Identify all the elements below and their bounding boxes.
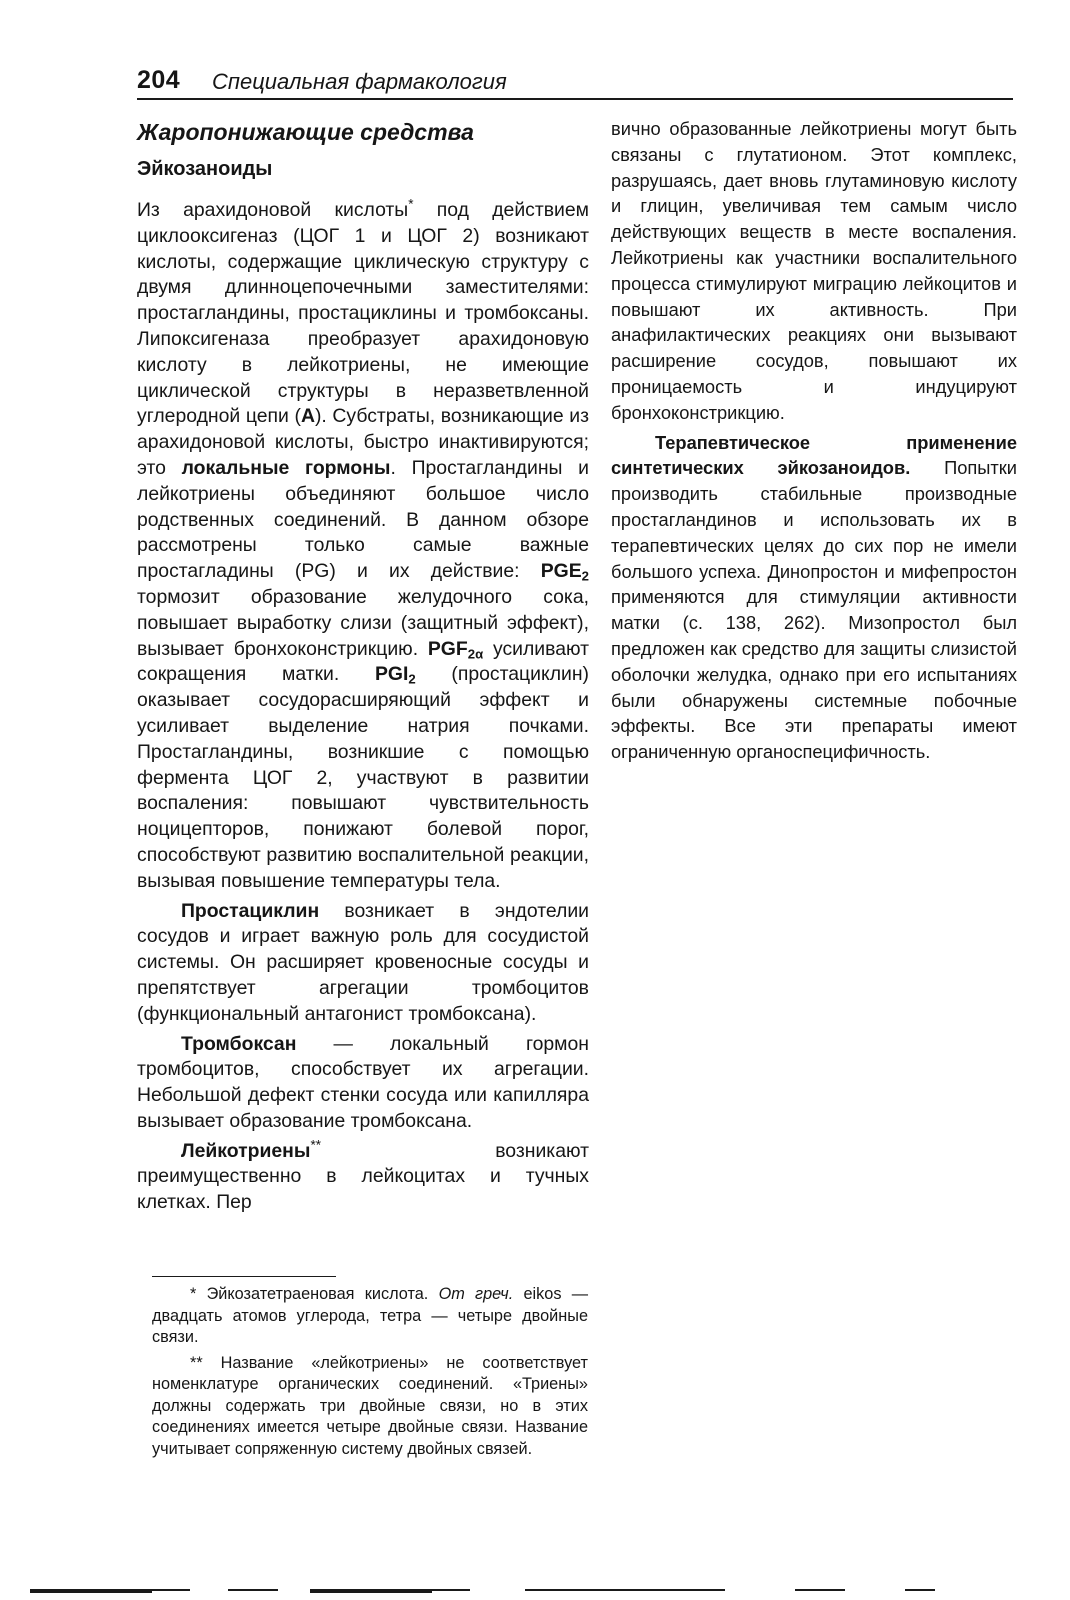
text-run: под действием циклооксигеназ (ЦОГ 1 и ЦОГ 2) возникают кислоты, содержащие циклическую структуру с двумя длинноцепочечными заместителями: простагландины, простациклины и тромбоксаны. Липоксигеназа преобразует арахидоновую кислоту в лейкотриены, не имеющие циклической структуры в неразветвленной углеродной цепи ( bbox=[137, 199, 589, 428]
formula-pge2: $PGE_2$ bbox=[540, 560, 589, 584]
text-run: (простациклин) оказывает сосудорасширяющий эффект и усиливает выделение натрия почками. Простагландины, возникшие с помощью фермента ЦОГ 2, участвуют в развитии воспаления: повышают чувствительность ноцицепторов, понижают болевой порог, способствуют развитию воспалительной реакции, вызывая повышение температуры тела. bbox=[137, 663, 590, 892]
left-column bbox=[137, 116, 589, 1216]
page-number: 204 bbox=[137, 66, 181, 94]
bold-term: Тромбоксан bbox=[181, 1032, 297, 1055]
scan-edge-mark bbox=[432, 1589, 470, 1591]
text-run: возникает в эндотелии сосудов и играет важную роль для сосудистой системы. Он расширяет кровеносные сосуды и препятствует агрегации тромбоцитов (функциональный антагонист тромбоксана). bbox=[137, 899, 589, 1025]
footnote-ref: ** bbox=[310, 1137, 322, 1153]
text-run: — локальный гормон тромбоцитов, способствует их агрегации. Небольшой дефект стенки сосуда или капилляра вызывает образование тромбоксана. bbox=[137, 1032, 589, 1132]
paragraph-thromboxane bbox=[137, 1032, 589, 1135]
bold-term: Простациклин bbox=[181, 899, 320, 922]
subsection-title: Эйкозаноиды bbox=[137, 158, 273, 180]
paragraph-leukotrienes-continued: вично образованные лейкотриены могут быть связаны с глутатионом. Этот комплекс, разрушаясь, дает вновь глутаминовую кислоту и глицин, увеличивая тем самым число действующих веществ в месте воспаления. Лейкотриены как участники воспалительного процесса стимулируют миграцию лейкоцитов и повышают их активность. При анафилактических реакциях они вызывают расширение сосудов, повышают их проницаемость и индуцируют бронхоконстрикцию. bbox=[611, 118, 1017, 423]
running-head: Специальная фармакология bbox=[212, 69, 507, 94]
figure-ref: A bbox=[300, 405, 315, 428]
footnotes bbox=[152, 1284, 588, 1460]
text-run: Из арахидоновой кислоты bbox=[137, 199, 409, 221]
text-run: . Простагландины и лейкотриены объединяют большое число родственных соединений. В данном обзоре рассмотрены только самые важные простагладины (PG) и их действие: bbox=[137, 456, 589, 583]
text-run: усиливают сокращения матки. bbox=[137, 637, 589, 686]
text-run: тормозит образование желудочного сока, повышает выработку слизи (защитный эффект), вызывает бронхоконстрикцию. bbox=[137, 585, 589, 660]
bold-term: Лейкотриены bbox=[181, 1139, 311, 1162]
text-run: Попытки производить стабильные производные простагландинов и использовать их в терапевтических целях до сих пор не имели большого успеха. Динопростон и мифепростон применяются для стимуляции активности матки (с. 138, 262). Мизопростол был предложен как средство для защиты слизистой оболочки желудка, однако при его испытаниях были обнаружены системные побочные эффекты. Все эти препараты имеют ограниченную органоспецифичность. bbox=[611, 457, 1017, 763]
paragraph-prostacyclin bbox=[137, 899, 589, 1028]
scan-edge-mark bbox=[310, 1589, 432, 1593]
text-run: ). Субстраты, возникающие из арахидоновой кислоты, быстро инактивируются; это bbox=[137, 405, 589, 479]
scan-edge-mark bbox=[30, 1589, 152, 1593]
scan-edge-mark bbox=[228, 1589, 278, 1591]
page-header bbox=[137, 64, 1013, 100]
bold-term: локальные гормоны bbox=[181, 456, 391, 479]
scan-edge-mark bbox=[152, 1589, 190, 1591]
scan-edge-mark bbox=[905, 1589, 935, 1591]
footnote-ref: * bbox=[408, 196, 414, 212]
formula-pgf2a: $PGF_{2\alpha}$ bbox=[427, 637, 484, 661]
scan-edge-mark bbox=[525, 1589, 725, 1591]
paragraph-leukotrienes bbox=[137, 1139, 589, 1216]
paragraph-eicosanoids-intro bbox=[137, 198, 589, 895]
footnote-1: * Эйкозатетраеновая кислота. От греч. eikos — двадцать атомов углерода, тетра — четыре двойные связи. bbox=[152, 1285, 588, 1346]
bold-term: Терапевтическое применение синтетических эйкозаноидов. bbox=[611, 431, 1017, 479]
formula-pgi2: $PGI_2$ bbox=[374, 663, 416, 687]
scan-edge-mark bbox=[795, 1589, 845, 1591]
footnote-2: ** Название «лейкотриены» не соответствует номенклатуре органических соединений. «Триены» должны содержать три двойные связи, но в этих соединениях имеется четыре двойные связи. Название учитывает сопряженную систему двойных связей. bbox=[152, 1353, 588, 1458]
footnote-divider bbox=[152, 1276, 336, 1277]
text-run: возникают преимущественно в лейкоцитах и тучных клетках. Пер bbox=[137, 1139, 589, 1214]
section-title: Жаропонижающие средства bbox=[137, 119, 474, 145]
right-column bbox=[611, 116, 1017, 765]
paragraph-therapeutic-use bbox=[611, 430, 1017, 765]
